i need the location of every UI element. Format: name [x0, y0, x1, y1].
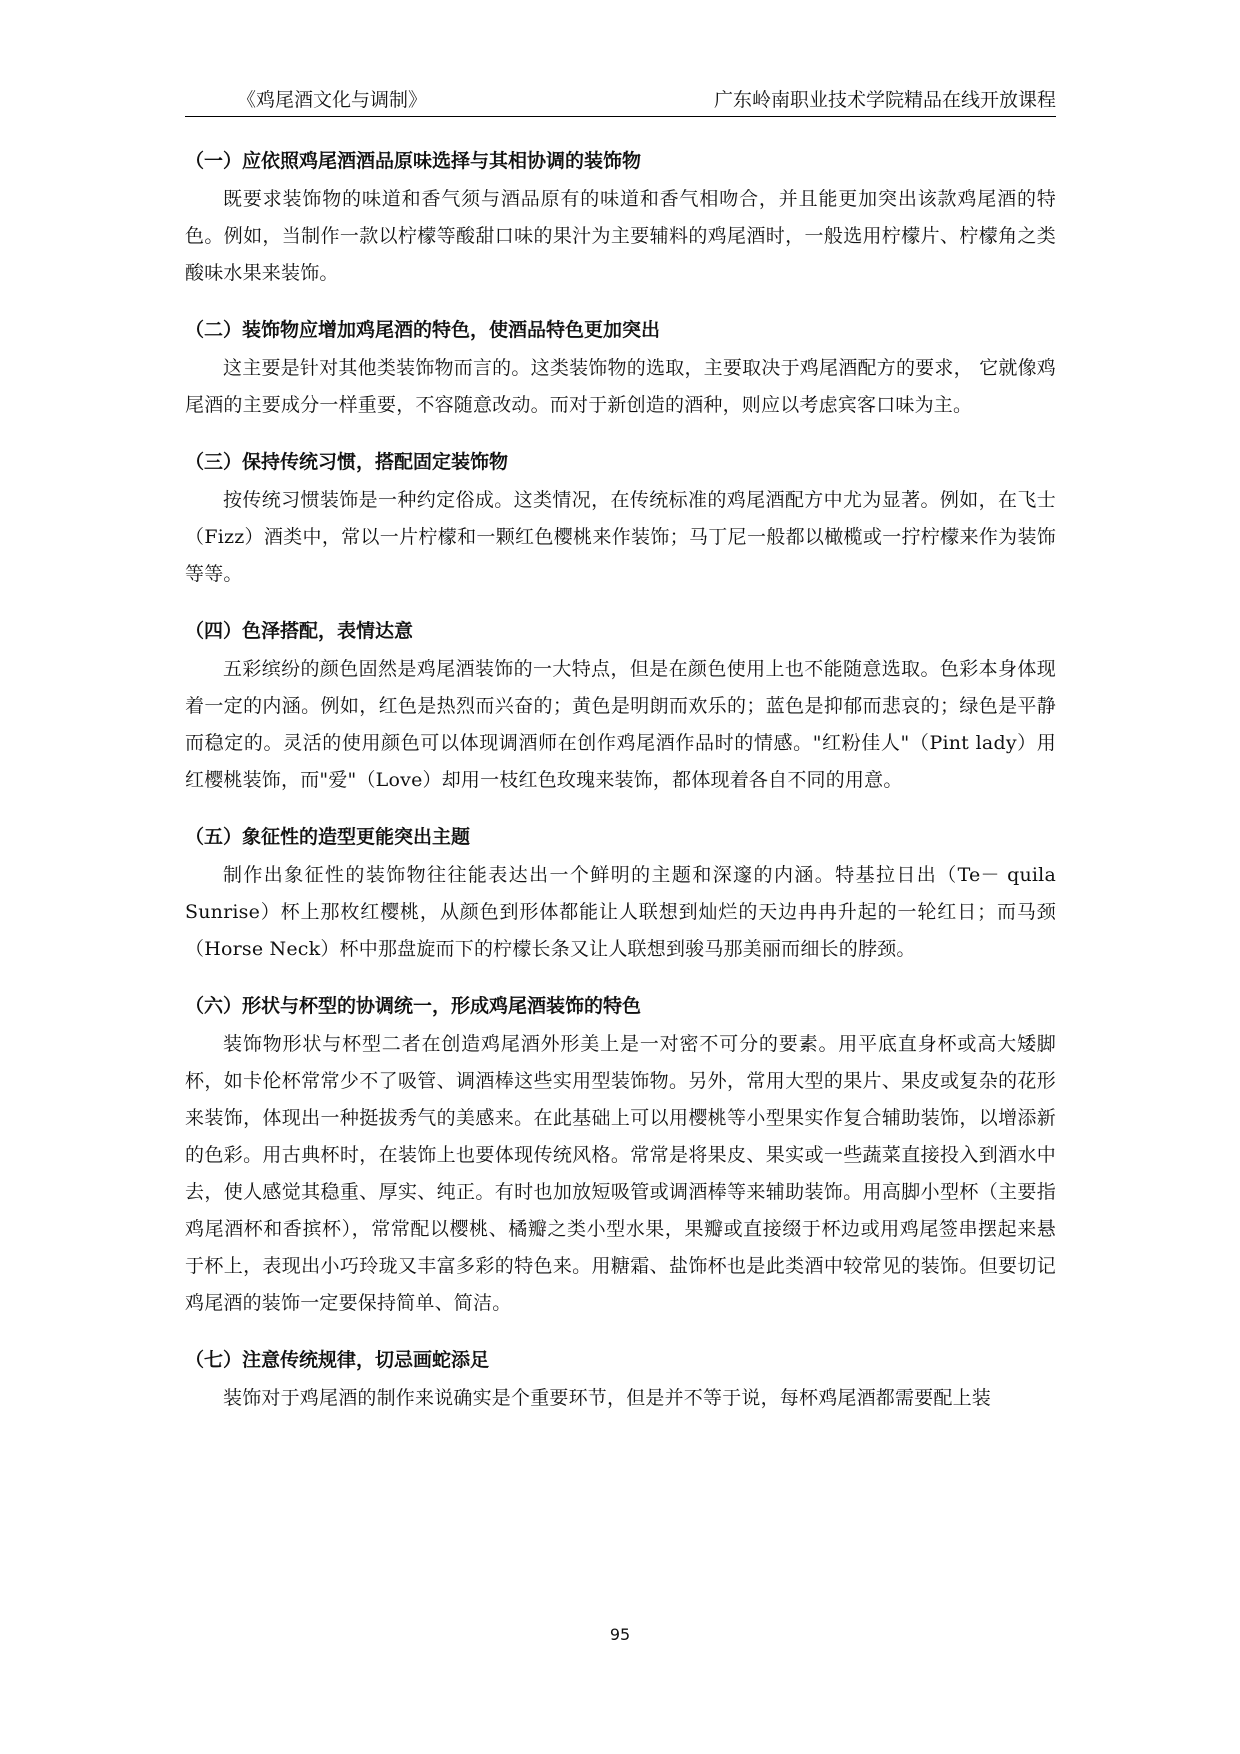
page-header — [185, 86, 1056, 117]
section-6 — [185, 993, 1056, 1322]
section-heading: （二）装饰物应增加鸡尾酒的特色，使酒品特色更加突出 — [185, 319, 661, 341]
section-heading: （七）注意传统规律，切忌画蛇添足 — [185, 1349, 490, 1371]
section-paragraph: 按传统习惯装饰是一种约定俗成。这类情况，在传统标准的鸡尾酒配方中尤为显著。例如，在飞士（Fizz）酒类中，常以一片柠檬和一颗红色樱桃来作装饰；马丁尼一般都以橄榄或一拧柠檬来作为装饰等等。 — [185, 489, 1056, 585]
header-course-name: 广东岭南职业技术学院精品在线开放课程 — [713, 89, 1056, 111]
section-paragraph: 既要求装饰物的味道和香气须与酒品原有的味道和香气相吻合，并且能更加突出该款鸡尾酒的特色。例如，当制作一款以柠檬等酸甜口味的果汁为主要辅料的鸡尾酒时，一般选用柠檬片、柠檬角之类酸味水果来装饰。 — [185, 188, 1056, 284]
section-2 — [185, 317, 1056, 424]
header-book-title: 《鸡尾酒文化与调制》 — [237, 89, 428, 111]
section-paragraph: 这主要是针对其他类装饰物而言的。这类装饰物的选取，主要取决于鸡尾酒配方的要求， 它就像鸡尾酒的主要成分一样重要，不容随意改动。而对于新创造的酒种，则应以考虑宾客口味为主。 — [185, 357, 1056, 416]
page-body — [185, 148, 1056, 1442]
section-heading: （三）保持传统习惯，搭配固定装饰物 — [185, 451, 509, 473]
section-5 — [185, 824, 1056, 968]
section-heading: （五）象征性的造型更能突出主题 — [185, 826, 471, 848]
section-heading: （四）色泽搭配，表情达意 — [185, 620, 414, 642]
section-7 — [185, 1347, 1056, 1417]
section-heading: （一）应依照鸡尾酒酒品原味选择与其相协调的装饰物 — [185, 150, 642, 172]
section-paragraph: 装饰对于鸡尾酒的制作来说确实是个重要环节，但是并不等于说，每杯鸡尾酒都需要配上装 — [223, 1387, 992, 1409]
section-heading: （六）形状与杯型的协调统一，形成鸡尾酒装饰的特色 — [185, 995, 642, 1017]
section-paragraph: 制作出象征性的装饰物往往能表达出一个鲜明的主题和深邃的内涵。特基拉日出（Te－ quila Sunrise）杯上那枚红樱桃，从颜色到形体都能让人联想到灿烂的天边冉冉升起的一轮红日；而马颈（Horse Neck）杯中那盘旋而下的柠檬长条又让人联想到骏马那美丽而细长的脖颈。 — [185, 864, 1056, 960]
section-4 — [185, 618, 1056, 799]
page-number: 95 — [609, 1625, 631, 1644]
section-paragraph: 装饰物形状与杯型二者在创造鸡尾酒外形美上是一对密不可分的要素。用平底直身杯或高大矮脚杯，如卡伦杯常常少不了吸管、调酒棒这些实用型装饰物。另外，常用大型的果片、果皮或复杂的花形来装饰，体现出一种挺拔秀气的美感来。在此基础上可以用樱桃等小型果实作复合辅助装饰，以增添新的色彩。用古典杯时，在装饰上也要体现传统风格。常常是将果皮、果实或一些蔬菜直接投入到酒水中去，使人感觉其稳重、厚实、纯正。有时也加放短吸管或调酒棒等来辅助装饰。用高脚小型杯（主要指鸡尾酒杯和香摈杯），常常配以樱桃、橘瓣之类小型水果，果瓣或直接缀于杯边或用鸡尾签串摆起来悬于杯上，表现出小巧玲珑又丰富多彩的特色来。用糖霜、盐饰杯也是此类酒中较常见的装饰。但要切记鸡尾酒的装饰一定要保持简单、简洁。 — [185, 1033, 1056, 1314]
section-paragraph: 五彩缤纷的颜色固然是鸡尾酒装饰的一大特点，但是在颜色使用上也不能随意选取。色彩本身体现着一定的内涵。例如，红色是热烈而兴奋的；黄色是明朗而欢乐的；蓝色是抑郁而悲哀的；绿色是平静而稳定的。灵活的使用颜色可以体现调酒师在创作鸡尾酒作品时的情感。"红粉佳人"（Pint lady）用红樱桃装饰，而"爱"（Love）却用一枝红色玫瑰来装饰，都体现着各自不同的用意。 — [185, 658, 1056, 791]
section-3 — [185, 449, 1056, 593]
section-1 — [185, 148, 1056, 292]
